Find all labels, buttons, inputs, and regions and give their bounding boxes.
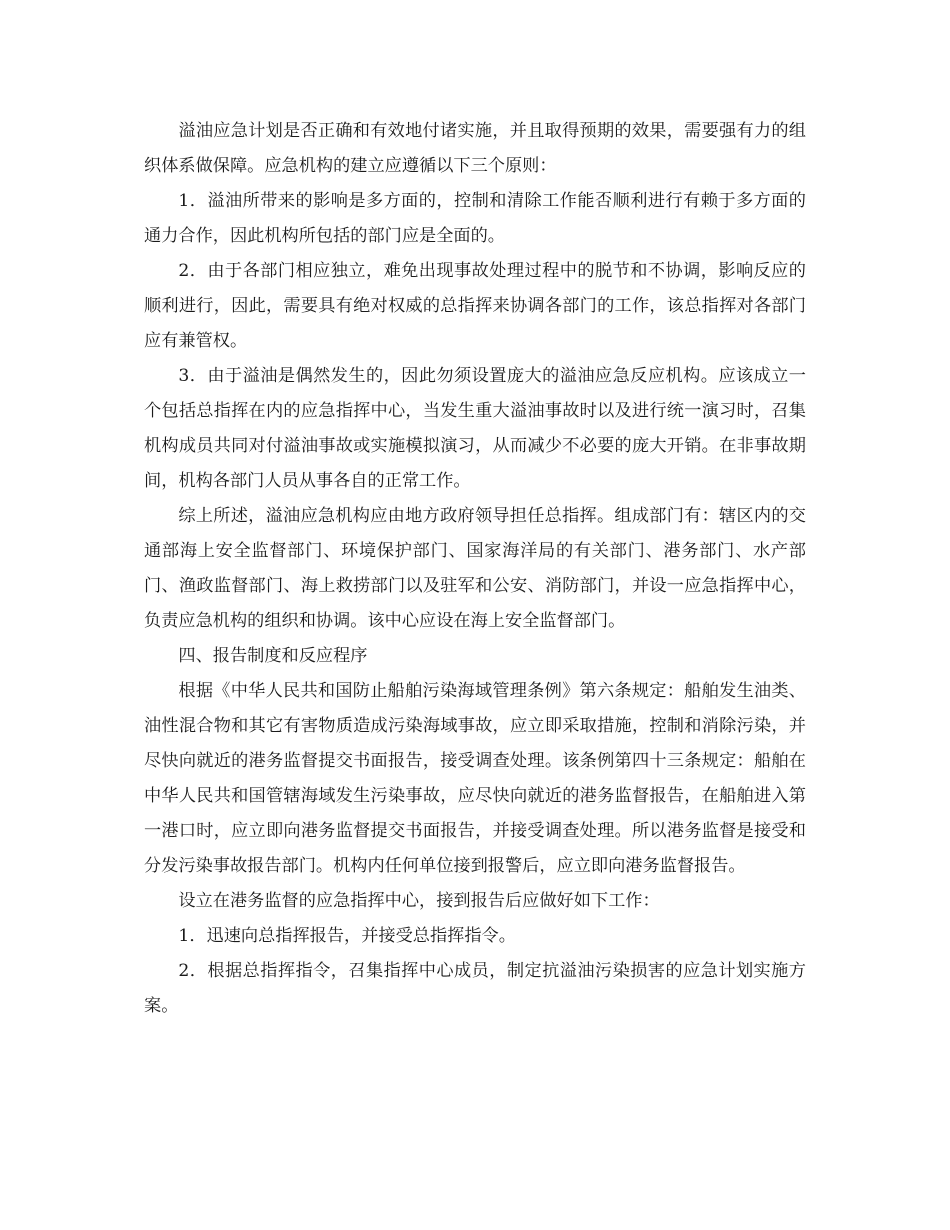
paragraph-principle-3: 3．由于溢油是偶然发生的，因此勿须设置庞大的溢油应急反应机构。应该成立一个包括总指挥在内的应急指挥中心，当发生重大溢油事故时以及进行统一演习时，召集机构成员共同对付溢油事故或实施模拟演习，从而减少不必要的庞大开销。在非事故期间，机构各部门人员从事各自的正常工作。 — [144, 366, 806, 491]
paragraph-organization-intro: 溢油应急计划是否正确和有效地付诸实施，并且取得预期的效果，需要强有力的组织体系做保障。应急机构的建立应遵循以下三个原则： — [144, 121, 806, 176]
paragraph-task-1: 1．迅速向总指挥报告，并接受总指挥指令。 — [178, 926, 516, 946]
section-heading-4: 四、报告制度和反应程序 — [178, 646, 368, 666]
paragraph-summary: 综上所述，溢油应急机构应由地方政府领导担任总指挥。组成部门有：辖区内的交通部海上安全监督部门、环境保护部门、国家海洋局的有关部门、港务部门、水产部门、渔政监督部门、海上救捞部门以及驻军和公安、消防部门，并设一应急指挥中心，负责应急机构的组织和协调。该中心应设在海上安全监督部门。 — [144, 506, 806, 631]
paragraph-command-center: 设立在港务监督的应急指挥中心，接到报告后应做好如下工作： — [178, 891, 660, 911]
paragraph-regulation: 根据《中华人民共和国防止船舶污染海域管理条例》第六条规定：船舶发生油类、油性混合物和其它有害物质造成污染海域事故，应立即采取措施，控制和消除污染，并尽快向就近的港务监督提交书面报告，接受调查处理。该条例第四十三条规定：船舶在中华人民共和国管辖海域发生污染事故，应尽快向就近的港务监督报告，在船舶进入第一港口时，应立即向港务监督提交书面报告，并接受调查处理。所以港务监督是接受和分发污染事故报告部门。机构内任何单位接到报警后，应立即向港务监督报告。 — [144, 681, 806, 876]
document-body — [144, 114, 806, 1024]
paragraph-task-2: 2．根据总指挥指令，召集指挥中心成员，制定抗溢油污染损害的应急计划实施方案。 — [144, 961, 806, 1016]
paragraph-principle-2: 2．由于各部门相应独立，难免出现事故处理过程中的脱节和不协调，影响反应的顺利进行，因此，需要具有绝对权威的总指挥来协调各部门的工作，该总指挥对各部门应有兼管权。 — [144, 261, 806, 351]
paragraph-principle-1: 1．溢油所带来的影响是多方面的，控制和清除工作能否顺利进行有赖于多方面的通力合作，因此机构所包括的部门应是全面的。 — [144, 191, 806, 246]
